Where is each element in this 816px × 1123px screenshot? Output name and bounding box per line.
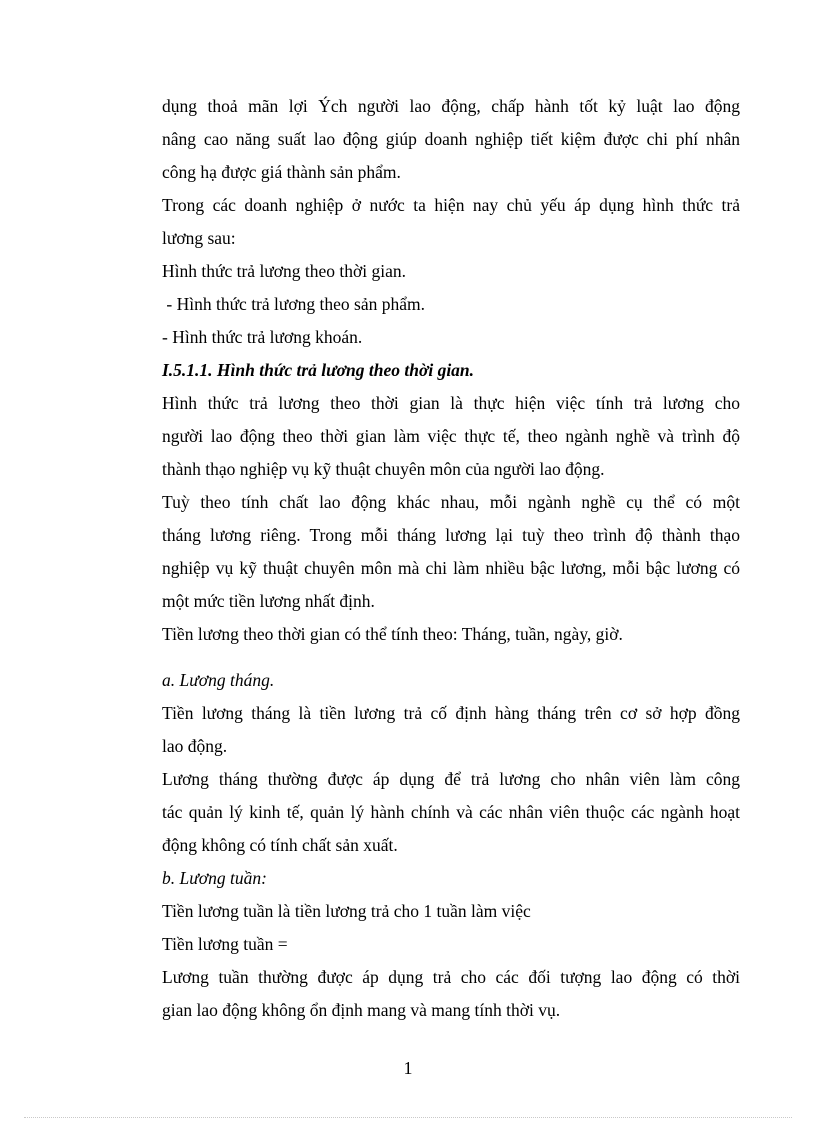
body-line: động không có tính chất sản xuất. (162, 835, 398, 855)
body-line: lao động. (162, 736, 228, 756)
body-line: dụng thoả mãn lợi Ých người lao động, chấp hành tốt kỷ luật lao động (162, 96, 740, 116)
paragraph-line: Tiền lương tuần là tiền lương trả cho 1 tuần làm việc (162, 901, 531, 921)
paragraph-line: Trong các doanh nghiệp ở nước ta hiện nay chủ yếu áp dụng hình thức trả (162, 195, 740, 215)
body-line: lương sau: (162, 228, 236, 248)
body-line: nâng cao năng suất lao động giúp doanh nghiệp tiết kiệm được chi phí nhân (162, 129, 740, 149)
subheading: b. Lương tuần: (162, 868, 267, 888)
list-item: - Hình thức trả lương khoán. (162, 327, 363, 347)
list-item: Hình thức trả lương theo thời gian. (162, 261, 407, 281)
paragraph-line: Hình thức trả lương theo thời gian là thực hiện việc tính trả lương cho (162, 393, 740, 413)
section-heading: I.5.1.1. Hình thức trả lương theo thời gian. (162, 360, 475, 380)
body-line: thành thạo nghiệp vụ kỹ thuật chuyên môn của người lao động. (162, 459, 605, 479)
body-line: công hạ được giá thành sản phẩm. (162, 162, 401, 182)
paragraph-line: Tuỳ theo tính chất lao động khác nhau, mỗi ngành nghề cụ thể có một (162, 492, 740, 512)
body-line: tác quản lý kinh tế, quản lý hành chính và các nhân viên thuộc các ngành hoạt (162, 802, 740, 822)
formula-line: Tiền lương tuần = (162, 934, 288, 954)
body-line: một mức tiền lương nhất định. (162, 591, 375, 611)
body-line: tháng lương riêng. Trong mỗi tháng lương lại tuỳ theo trình độ thành thạo (162, 525, 740, 545)
body-line: người lao động theo thời gian làm việc thực tế, theo ngành nghề và trình độ (162, 426, 740, 446)
paragraph-line: Lương tuần thường được áp dụng trả cho các đối tượng lao động có thời (162, 967, 740, 987)
body-line: nghiệp vụ kỹ thuật chuyên môn mà chi làm nhiều bậc lương, mỗi bậc lương có (162, 558, 740, 578)
paragraph-line: Tiền lương tháng là tiền lương trả cố định hàng tháng trên cơ sở hợp đồng (162, 703, 740, 723)
subheading: a. Lương tháng. (162, 670, 275, 690)
page-number: 1 (403, 1058, 413, 1078)
footer-divider (24, 1117, 792, 1118)
body-line: gian lao động không ổn định mang và mang tính thời vụ. (162, 1000, 561, 1020)
paragraph-line: Tiền lương theo thời gian có thể tính theo: Tháng, tuần, ngày, giờ. (162, 624, 623, 644)
paragraph-line: Lương tháng thường được áp dụng để trả lương cho nhân viên làm công (162, 769, 740, 789)
list-item: - Hình thức trả lương theo sản phẩm. (162, 294, 425, 314)
